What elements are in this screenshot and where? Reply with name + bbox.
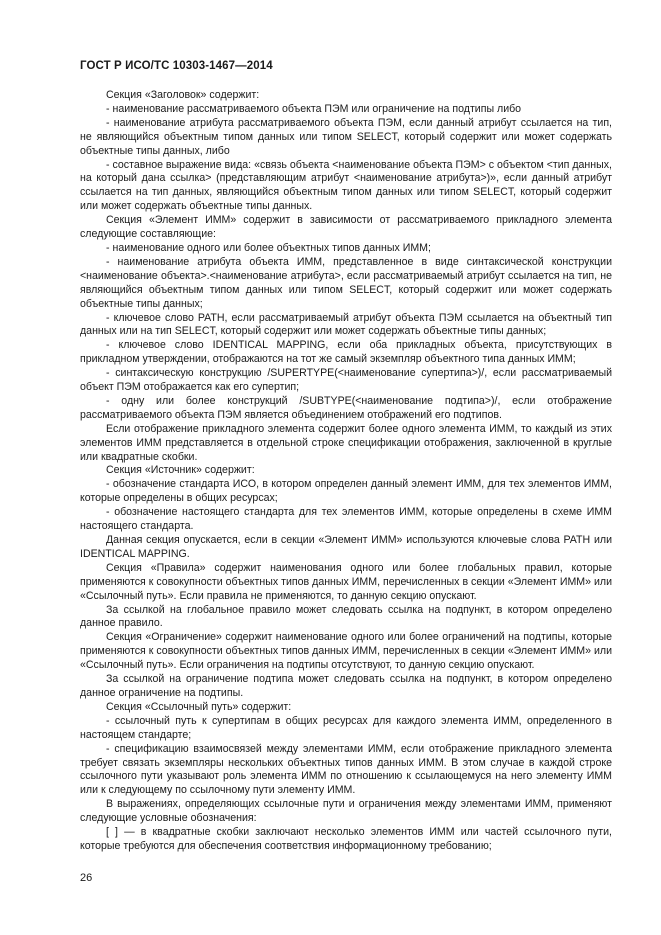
list-item: - синтаксическую конструкцию /SUPERTYPE(<наименование супертипа>)/, если рассматриваемый объект ПЭМ отображается как его супертип; xyxy=(80,367,612,394)
paragraph: Секция «Правила» содержит наименования одного или более глобальных правил, которые применяются к совокупности объектных типов данных ИММ, перечисленных в секции «Элемент ИММ» или «Ссылочный путь». Если правила не применяются, то данную секцию опускают. xyxy=(80,561,612,602)
paragraph: За ссылкой на глобальное правило может следовать ссылка на подпункт, в котором определено данное правило. xyxy=(80,603,612,630)
paragraph: За ссылкой на ограничение подтипа может следовать ссылка на подпункт, в котором определено данное ограничение на подтипы. xyxy=(80,673,612,699)
list-item: - наименование атрибута рассматриваемого объекта ПЭМ, если данный атрибут ссылается на тип, не являющийся объектным типом данных или типом SELECT, который содержит или может содержать объектные типы данных, либо xyxy=(80,116,612,157)
paragraph: Секция «Источник» содержит: xyxy=(106,464,255,477)
paragraph: Секция «Элемент ИММ» содержит в зависимости от рассматриваемого прикладного элемента следующие составляющие: xyxy=(80,214,612,241)
paragraph: Секция «Ссылочный путь» содержит: xyxy=(106,700,292,713)
paragraph: Секция «Ограничение» содержит наименование одного или более ограничений на подтипы, которые применяются к совокупности объектных типов данных ИММ, перечисленных в секции «Элемент ИММ» или «Ссылочный путь». Если ограничения на подтипы отсутствуют, то данную секцию опускают. xyxy=(80,631,612,672)
list-item: - наименование одного или более объектных типов данных ИММ; xyxy=(106,241,431,254)
document-body xyxy=(80,89,612,854)
list-item: - наименование атрибута объекта ИММ, представленное в виде синтаксической конструкции <наименование объекта>.<наименование атрибута>, если рассматриваемый атрибут ссылается на тип, не являющийся объектным типом данных или типом SELECT, который содержит или может содержать объектные типы данных; xyxy=(80,255,612,310)
list-item: - ключевое слово PATH, если рассматриваемый атрибут объекта ПЭМ ссылается на объектный тип данных или на тип SELECT, который содержит или может содержать объектные типы данных; xyxy=(80,311,612,338)
list-item: - ключевое слово IDENTICAL MAPPING, если оба прикладных объекта, присутствующих в прикладном утверждении, отображаются на тот же самый экземпляр объектного типа данных ИММ; xyxy=(80,339,612,366)
paragraph: Секция «Заголовок» содержит: xyxy=(106,89,260,101)
list-item: - обозначение настоящего стандарта для тех элементов ИММ, которые определены в схеме ИММ настоящего стандарта. xyxy=(80,506,612,533)
paragraph: Если отображение прикладного элемента содержит более одного элемента ИММ, то каждый из этих элементов ИММ представляется в отдельной строке спецификации отображения, заключенной в круглые или квадратные скобки. xyxy=(80,422,612,463)
list-item: - обозначение стандарта ИСО, в котором определен данный элемент ИММ, для тех элементов ИММ, которые определены в общих ресурсах; xyxy=(80,478,612,505)
page-number: 26 xyxy=(80,872,93,884)
paragraph: В выражениях, определяющих ссылочные пути и ограничения между элементами ИММ, применяют следующие условные обозначения: xyxy=(80,798,612,825)
list-item: - составное выражение вида: «связь объекта <наименование объекта ПЭМ> с объектом <тип данных, на который дана ссылка> (представляющим атрибут <наименование атрибута>)», если данный атрибут ссылается на тип данных, являющийся объектным типом данных или типом SELECT, который содержит или может содержать объектные типы данных. xyxy=(80,158,612,213)
document-header: ГОСТ Р ИСО/ТС 10303-1467—2014 xyxy=(80,60,273,72)
list-item: - наименование рассматриваемого объекта ПЭМ или ограничение на подтипы либо xyxy=(106,102,522,115)
list-item: - ссылочный путь к супертипам в общих ресурсах для каждого элемента ИММ, определенного в настоящем стандарте; xyxy=(80,714,612,741)
list-item: [ ] — в квадратные скобки заключают несколько элементов ИММ или частей ссылочного пути, которые требуются для обеспечения соответствия информационному требованию; xyxy=(80,826,612,852)
paragraph: Данная секция опускается, если в секции «Элемент ИММ» используются ключевые слова PATH или IDENTICAL MAPPING. xyxy=(80,534,612,560)
list-item: - спецификацию взаимосвязей между элементами ИММ, если отображение прикладного элемента требует связать экземпляры нескольких объектных типов данных ИММ. В этом случае в каждой строке ссылочного пути указывают роль элемента ИММ по отношению к ссылающемуся на него элементу ИММ или к следующему по ссылочному пути элементу ИММ. xyxy=(80,742,612,797)
list-item: - одну или более конструкций /SUBTYPE(<наименование подтипа>)/, если отображение рассматриваемого объекта ПЭМ является объединением отображений его подтипов. xyxy=(80,394,612,421)
